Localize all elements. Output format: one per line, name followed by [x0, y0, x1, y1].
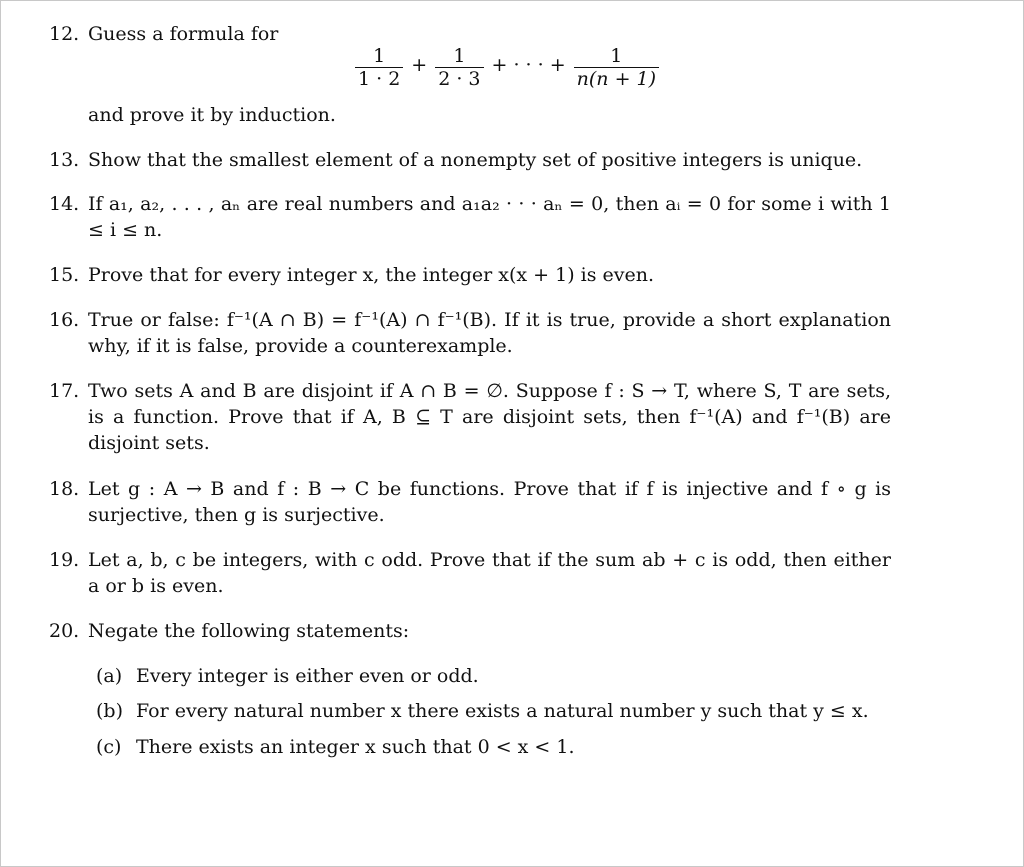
numerator: 1: [453, 44, 466, 67]
problem-text: Let a, b, c be integers, with c odd. Prove that if the sum ab + c is odd, then either a or b is even.: [88, 549, 891, 597]
problem-17: [49, 378, 891, 456]
fraction-1: [355, 45, 403, 90]
list-item: [96, 663, 479, 689]
list-item: [96, 698, 869, 724]
problem-19: [49, 547, 891, 599]
problem-18: [49, 476, 891, 528]
problem-13: [49, 147, 891, 173]
denominator: 2 · 3: [435, 67, 483, 90]
plus-operator: +: [411, 54, 428, 76]
list-item: [96, 734, 575, 760]
item-label: (b): [96, 700, 123, 722]
sum-formula: [353, 39, 661, 95]
numerator: 1: [610, 44, 623, 67]
item-text: Every integer is either even or odd.: [136, 665, 479, 687]
item-text: There exists an integer x such that 0 < x < 1.: [136, 736, 575, 758]
numerator: 1: [373, 44, 386, 67]
problem-text: Two sets A and B are disjoint if A ∩ B = ∅. Suppose f : S → T, where S, T are sets, is a function. Prove that if A, B ⊆ T are disjoint sets, then f⁻¹(A) and f⁻¹(B) are disjoint sets.: [88, 380, 891, 454]
problem-number: 15.: [49, 264, 80, 286]
problem-number: 18.: [49, 478, 80, 500]
ellipsis-operator: + · · · +: [491, 54, 566, 76]
problem-20: [49, 618, 891, 644]
problem-text: Guess a formula for: [88, 23, 279, 45]
item-label: (c): [96, 736, 122, 758]
fraction-2: [435, 45, 483, 90]
item-text: For every natural number x there exists a natural number y such that y ≤ x.: [136, 700, 869, 722]
problem-number: 12.: [49, 23, 80, 45]
item-label: (a): [96, 665, 123, 687]
problem-number: 14.: [49, 193, 80, 215]
denominator: n(n + 1): [574, 67, 659, 90]
problem-number: 16.: [49, 309, 80, 331]
problem-text: True or false: f⁻¹(A ∩ B) = f⁻¹(A) ∩ f⁻¹(B). If it is true, provide a short explanation why, if it is false, provide a counterexample.: [88, 309, 891, 357]
problem-number: 20.: [49, 620, 80, 642]
problem-text: and prove it by induction.: [88, 104, 336, 126]
problem-text: Show that the smallest element of a nonempty set of positive integers is unique.: [88, 149, 863, 171]
problem-number: 13.: [49, 149, 80, 171]
problem-text: If a₁, a₂, . . . , aₙ are real numbers and a₁a₂ · · · aₙ = 0, then aᵢ = 0 for some i with 1 ≤ i ≤ n.: [88, 193, 891, 241]
problem-16: [49, 307, 891, 359]
problem-text: Let g : A → B and f : B → C be functions. Prove that if f is injective and f ∘ g is surjective, then g is surjective.: [88, 478, 891, 526]
denominator: 1 · 2: [355, 67, 403, 90]
problem-number: 19.: [49, 549, 80, 571]
problem-text: Negate the following statements:: [88, 620, 410, 642]
problem-14: [49, 191, 891, 243]
problem-text: Prove that for every integer x, the integer x(x + 1) is even.: [88, 264, 655, 286]
problem-12-continuation: [49, 102, 891, 128]
problem-number: 17.: [49, 380, 80, 402]
problem-15: [49, 262, 891, 288]
fraction-3: [574, 45, 659, 90]
